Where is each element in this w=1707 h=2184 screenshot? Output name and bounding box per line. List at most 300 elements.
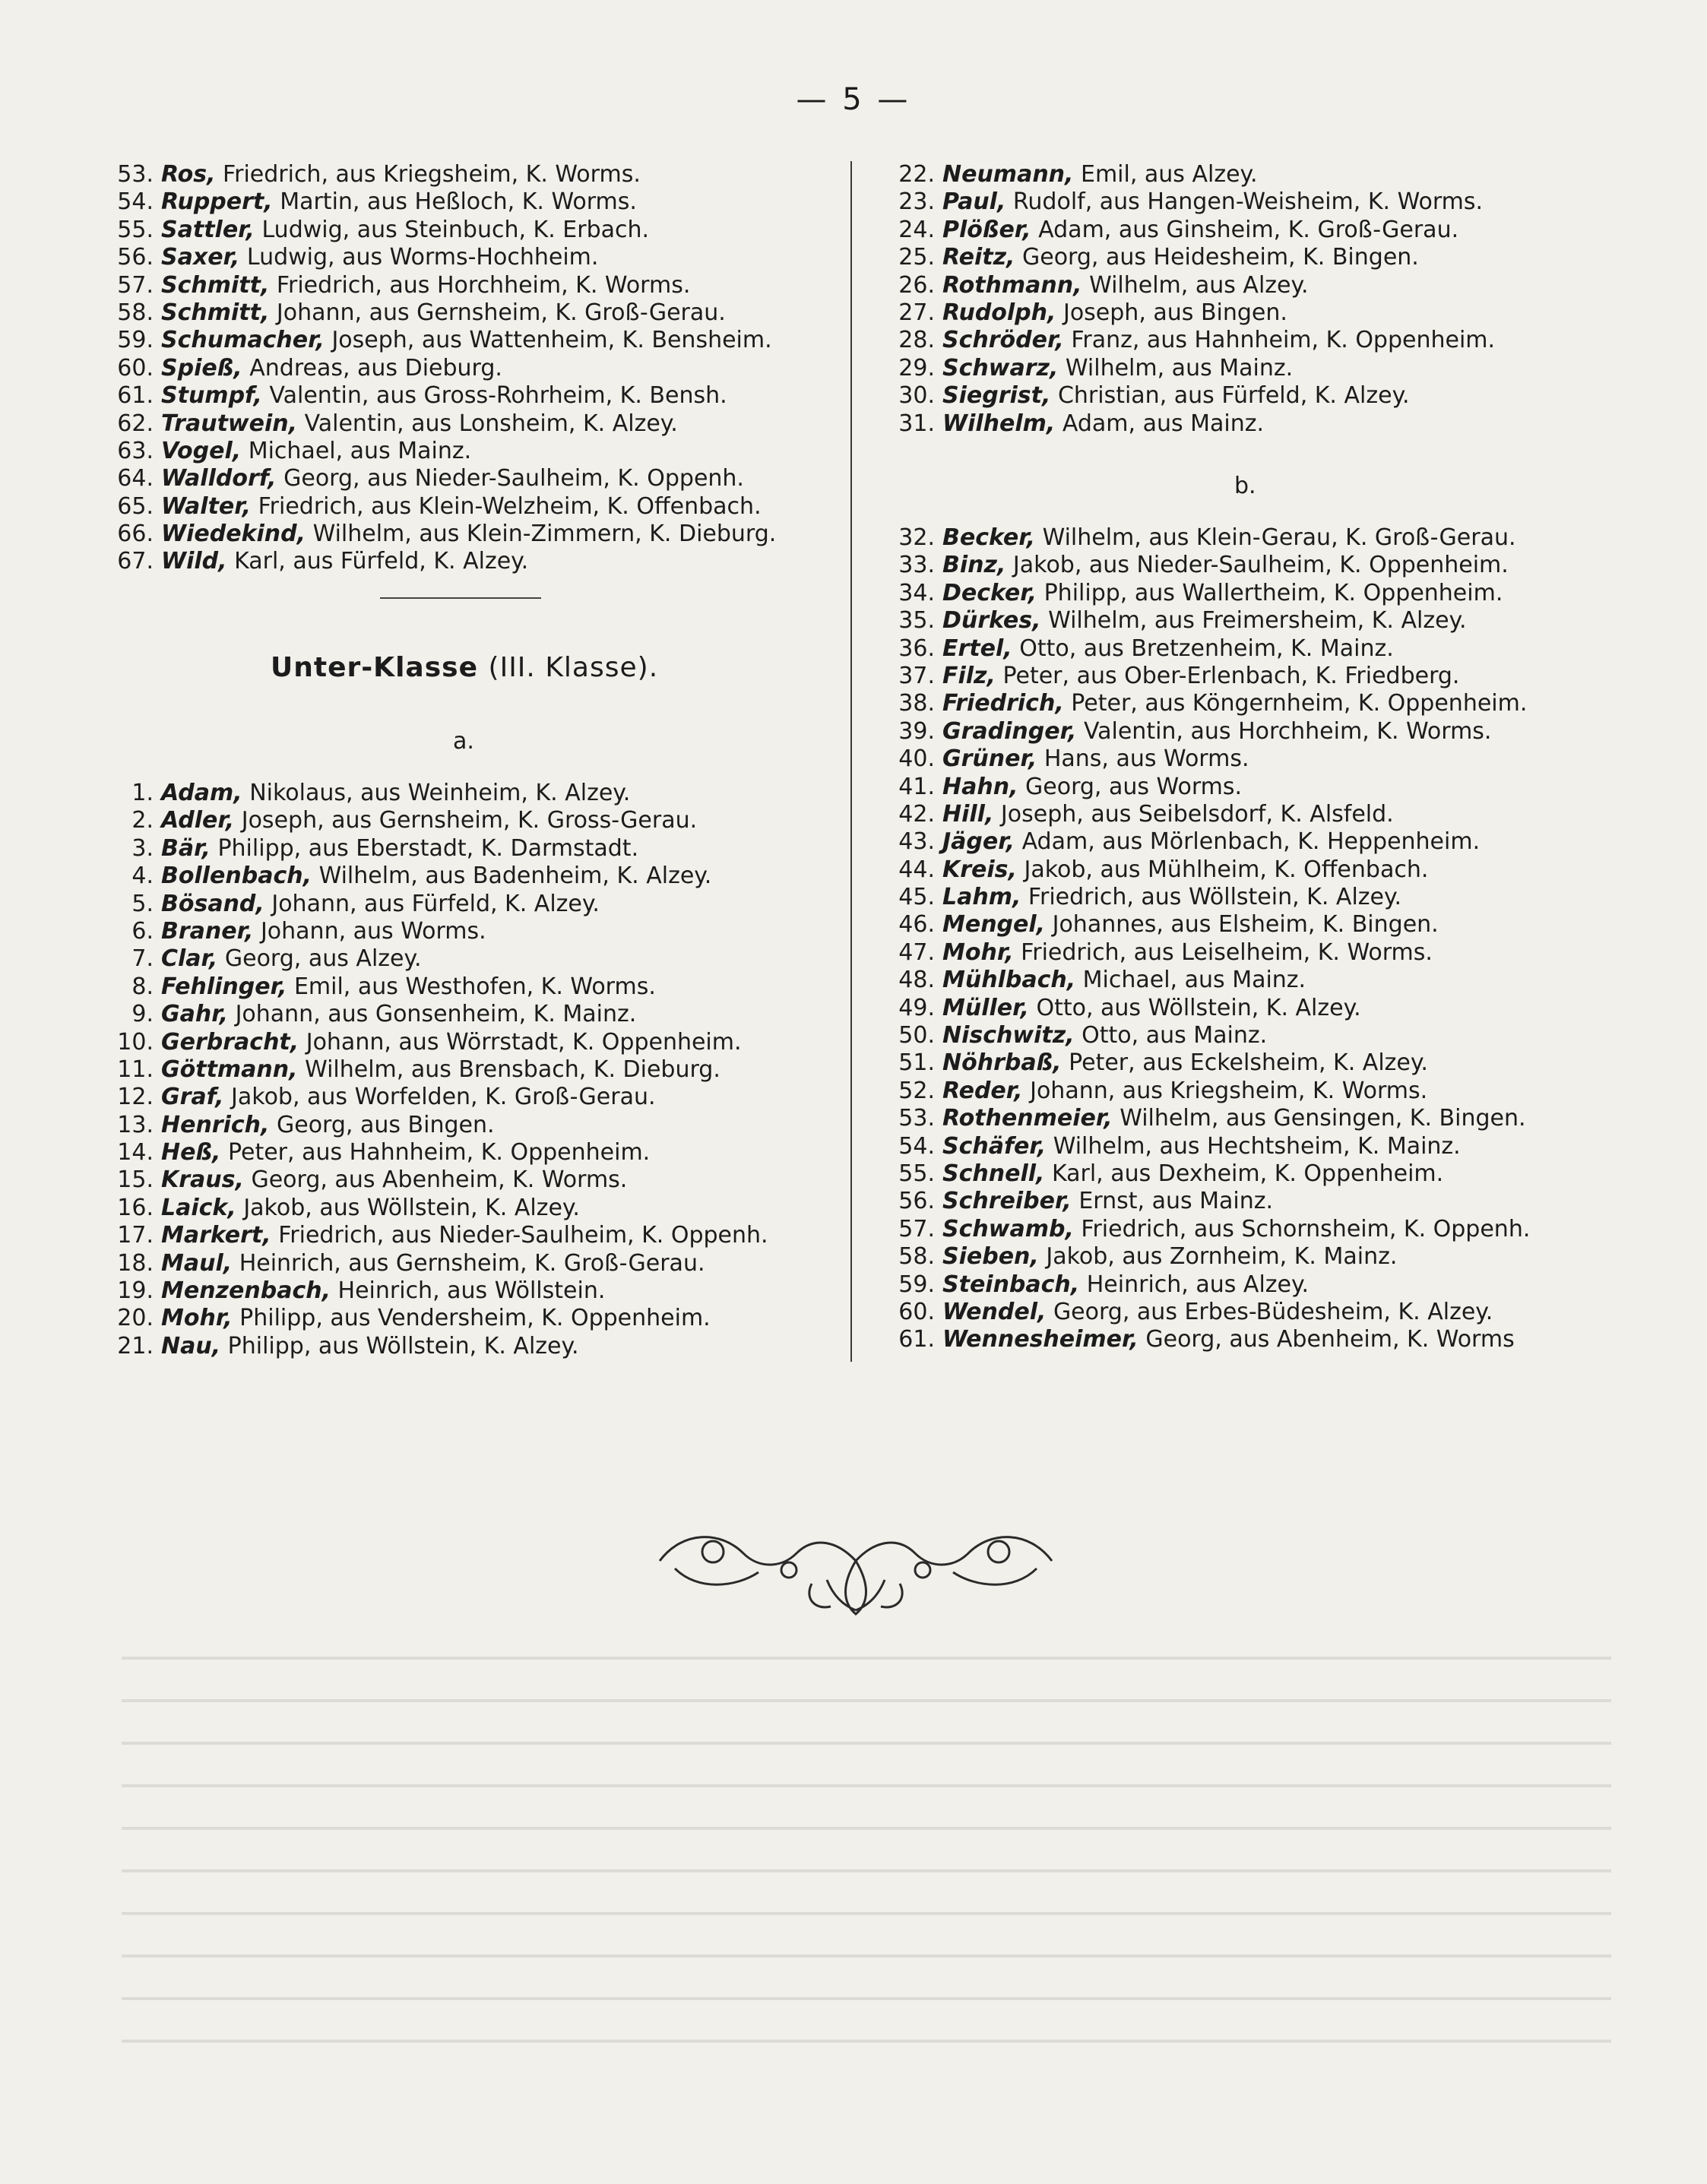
entry-number: 28. xyxy=(898,327,935,354)
entry-number: 60. xyxy=(117,354,154,381)
entry-number: 34. xyxy=(898,579,935,606)
entry-surname: Braner, xyxy=(161,917,254,945)
entry-number: 65. xyxy=(117,492,154,520)
entry-details: Philipp, aus Wallertheim, K. Oppenheim. xyxy=(1044,579,1503,606)
entry-details: Peter, aus Hahnheim, K. Oppenheim. xyxy=(227,1139,651,1166)
entry-details: Georg, aus Worms. xyxy=(1025,773,1243,800)
entry-number: 46. xyxy=(898,911,935,938)
show-through-texture xyxy=(122,1657,1611,2113)
entry-details: Johann, aus Kriegsheim, K. Worms. xyxy=(1030,1077,1428,1104)
entry-number: 24. xyxy=(898,216,935,243)
entry-details: Friedrich, aus Leiselheim, K. Worms. xyxy=(1021,938,1433,966)
entry-surname: Lahm, xyxy=(942,884,1021,911)
entry-surname: Schmitt, xyxy=(161,299,270,326)
entry-details: Friedrich, aus Klein-Welzheim, K. Offenbach. xyxy=(258,492,762,520)
list-item xyxy=(888,828,1617,856)
list-item xyxy=(106,548,866,575)
entry-number: 55. xyxy=(898,1160,935,1187)
entry-surname: Hahn, xyxy=(942,773,1018,800)
entry-number: 36. xyxy=(898,635,935,662)
list-item xyxy=(888,1216,1617,1243)
entry-number: 43. xyxy=(898,828,935,856)
entry-number: 45. xyxy=(898,884,935,911)
entry-number: 59. xyxy=(117,327,154,354)
entry-surname: Markert, xyxy=(161,1222,271,1249)
entry-surname: Gahr, xyxy=(161,1001,229,1028)
list-item xyxy=(888,188,1617,216)
entry-number: 25. xyxy=(898,244,935,271)
list-item xyxy=(106,973,866,1001)
entry-surname: Ertel, xyxy=(942,635,1012,662)
entry-number: 53. xyxy=(117,161,154,188)
entry-number: 4. xyxy=(131,863,154,890)
list-item xyxy=(106,945,866,973)
entry-details: Ludwig, aus Worms-Hochheim. xyxy=(246,244,599,271)
entry-details: Georg, aus Alzey. xyxy=(224,945,422,973)
entry-number: 6. xyxy=(131,917,154,945)
entry-details: Wilhelm, aus Brensbach, K. Dieburg. xyxy=(305,1056,720,1083)
entry-number: 3. xyxy=(131,834,154,862)
entry-details: Karl, aus Dexheim, K. Oppenheim. xyxy=(1051,1160,1444,1187)
entry-surname: Sattler, xyxy=(161,216,255,243)
list-item xyxy=(106,1001,866,1028)
entry-details: Philipp, aus Vendersheim, K. Oppenheim. xyxy=(239,1305,711,1332)
entry-surname: Schwarz, xyxy=(942,354,1059,381)
entry-number: 38. xyxy=(898,690,935,717)
entry-surname: Mengel, xyxy=(942,911,1046,938)
list-item xyxy=(888,995,1617,1022)
class-b-list xyxy=(888,524,1617,1354)
entry-number: 56. xyxy=(117,244,154,271)
list-item xyxy=(888,911,1617,938)
entry-details: Jakob, aus Worfelden, K. Groß-Gerau. xyxy=(231,1084,656,1111)
list-item xyxy=(888,718,1617,745)
entry-number: 66. xyxy=(117,521,154,548)
entry-surname: Bär, xyxy=(161,834,211,862)
entry-number: 53. xyxy=(898,1105,935,1132)
list-item xyxy=(888,967,1617,994)
entry-details: Peter, aus Ober-Erlenbach, K. Friedberg. xyxy=(1002,662,1460,689)
list-item xyxy=(106,1250,866,1277)
entry-surname: Schmitt, xyxy=(161,271,270,299)
entry-number: 54. xyxy=(117,188,154,216)
entry-number: 2. xyxy=(131,807,154,834)
section-title: Unter-Klasse xyxy=(271,652,478,683)
entry-details: Adam, aus Mainz. xyxy=(1062,410,1265,437)
list-item xyxy=(888,272,1617,299)
entry-details: Rudolf, aus Hangen-Weisheim, K. Worms. xyxy=(1012,188,1484,216)
entry-surname: Mohr, xyxy=(161,1305,233,1332)
entry-details: Johann, aus Wörrstadt, K. Oppenheim. xyxy=(306,1028,742,1056)
entry-surname: Schäfer, xyxy=(942,1132,1047,1160)
entry-details: Wilhelm, aus Freimersheim, K. Alzey. xyxy=(1048,607,1467,635)
entry-details: Valentin, aus Lonsheim, K. Alzey. xyxy=(304,410,678,437)
list-item xyxy=(106,299,866,327)
entry-surname: Rothmann, xyxy=(942,271,1082,299)
entry-details: Jakob, aus Zornheim, K. Mainz. xyxy=(1046,1243,1398,1271)
entry-surname: Plößer, xyxy=(942,216,1031,243)
subsection-a-label: a. xyxy=(453,728,474,755)
entry-details: Otto, aus Wöllstein, K. Alzey. xyxy=(1036,994,1361,1021)
entry-number: 54. xyxy=(898,1132,935,1160)
entry-details: Friedrich, aus Wöllstein, K. Alzey. xyxy=(1028,884,1401,911)
entry-details: Wilhelm, aus Gensingen, K. Bingen. xyxy=(1120,1105,1526,1132)
list-item xyxy=(106,493,866,521)
entry-number: 14. xyxy=(117,1139,154,1166)
list-item xyxy=(888,1160,1617,1188)
entry-surname: Becker, xyxy=(942,524,1036,551)
entry-number: 62. xyxy=(117,410,154,437)
list-item xyxy=(106,355,866,382)
subsection-b-label: b. xyxy=(1234,473,1256,499)
list-item xyxy=(106,780,866,807)
entry-surname: Wild, xyxy=(161,548,227,575)
entry-details: Otto, aus Mainz. xyxy=(1082,1022,1268,1049)
entry-surname: Reder, xyxy=(942,1077,1023,1104)
entry-number: 16. xyxy=(117,1194,154,1221)
entry-number: 48. xyxy=(898,967,935,994)
entry-surname: Binz, xyxy=(942,552,1006,579)
list-item xyxy=(888,745,1617,773)
entry-details: Michael, aus Mainz. xyxy=(248,437,472,464)
entry-details: Johann, aus Gonsenheim, K. Mainz. xyxy=(235,1001,637,1028)
list-item xyxy=(106,1222,866,1249)
entry-number: 23. xyxy=(898,188,935,216)
list-item xyxy=(888,382,1617,410)
entry-details: Franz, aus Hahnheim, K. Oppenheim. xyxy=(1071,327,1496,354)
list-item xyxy=(106,891,866,918)
list-item xyxy=(888,299,1617,327)
list-item xyxy=(888,1133,1617,1160)
entry-details: Michael, aus Mainz. xyxy=(1082,967,1306,994)
entry-surname: Heß, xyxy=(161,1139,221,1166)
entry-details: Jakob, aus Nieder-Saulheim, K. Oppenheim. xyxy=(1012,552,1509,579)
entry-number: 10. xyxy=(117,1028,154,1056)
list-item xyxy=(106,217,866,244)
list-item xyxy=(106,410,866,438)
entry-details: Jakob, aus Wöllstein, K. Alzey. xyxy=(243,1194,580,1221)
list-item xyxy=(106,1166,866,1194)
entry-surname: Steinbach, xyxy=(942,1271,1080,1298)
entry-details: Heinrich, aus Wöllstein. xyxy=(337,1277,606,1305)
list-item xyxy=(106,438,866,465)
entry-surname: Mohr, xyxy=(942,938,1014,966)
entry-number: 15. xyxy=(117,1166,154,1194)
entry-surname: Sieben, xyxy=(942,1243,1039,1271)
entry-number: 61. xyxy=(117,382,154,410)
entry-surname: Henrich, xyxy=(161,1111,270,1138)
entry-number: 40. xyxy=(898,745,935,773)
list-item xyxy=(106,863,866,890)
entry-number: 17. xyxy=(117,1222,154,1249)
entry-details: Nikolaus, aus Weinheim, K. Alzey. xyxy=(249,780,631,806)
entry-details: Joseph, aus Seibelsdorf, K. Alsfeld. xyxy=(1000,800,1394,828)
entry-number: 50. xyxy=(898,1022,935,1049)
entry-number: 11. xyxy=(117,1056,154,1083)
entry-details: Heinrich, aus Gernsheim, K. Groß-Gerau. xyxy=(239,1249,705,1277)
entry-surname: Kraus, xyxy=(161,1166,244,1194)
list-item xyxy=(888,690,1617,717)
list-item xyxy=(106,918,866,945)
list-item xyxy=(106,835,866,863)
entry-surname: Spieß, xyxy=(161,354,242,381)
entry-surname: Kreis, xyxy=(942,856,1017,883)
entry-details: Karl, aus Fürfeld, K. Alzey. xyxy=(234,548,529,575)
entry-details: Wilhelm, aus Klein-Zimmern, K. Dieburg. xyxy=(312,521,777,548)
list-item xyxy=(888,607,1617,635)
entry-surname: Nöhrbaß, xyxy=(942,1049,1062,1077)
entry-number: 64. xyxy=(117,465,154,492)
entry-surname: Rothenmeier, xyxy=(942,1105,1113,1132)
entry-details: Valentin, aus Horchheim, K. Worms. xyxy=(1083,717,1492,745)
section-divider xyxy=(380,597,541,599)
entry-number: 33. xyxy=(898,552,935,579)
list-item xyxy=(106,1277,866,1305)
entry-details: Adam, aus Mörlenbach, K. Heppenheim. xyxy=(1021,828,1481,856)
page-number: — 5 — xyxy=(796,82,911,117)
entry-surname: Wendel, xyxy=(942,1298,1047,1325)
list-item xyxy=(888,1105,1617,1132)
entry-number: 19. xyxy=(117,1277,154,1305)
entry-surname: Nischwitz, xyxy=(942,1022,1075,1049)
entry-surname: Schwamb, xyxy=(942,1215,1074,1242)
entry-number: 9. xyxy=(131,1001,154,1028)
entry-number: 22. xyxy=(898,161,935,188)
list-item xyxy=(106,188,866,216)
list-item xyxy=(888,1188,1617,1215)
entry-number: 59. xyxy=(898,1271,935,1298)
entry-number: 61. xyxy=(898,1326,935,1353)
list-item xyxy=(106,382,866,410)
right-upper-list xyxy=(888,161,1617,438)
section-heading xyxy=(271,652,658,683)
entry-surname: Wiedekind, xyxy=(161,521,306,548)
list-item xyxy=(888,801,1617,828)
list-item xyxy=(106,807,866,834)
entry-surname: Schreiber, xyxy=(942,1188,1072,1215)
entry-details: Heinrich, aus Alzey. xyxy=(1086,1271,1310,1298)
entry-number: 27. xyxy=(898,299,935,326)
entry-details: Wilhelm, aus Badenheim, K. Alzey. xyxy=(318,863,712,890)
entry-details: Friedrich, aus Kriegsheim, K. Worms. xyxy=(223,161,641,188)
entry-details: Wilhelm, aus Klein-Gerau, K. Groß-Gerau. xyxy=(1042,524,1516,551)
entry-surname: Vogel, xyxy=(161,437,242,464)
entry-number: 13. xyxy=(117,1111,154,1138)
list-item xyxy=(888,161,1617,188)
list-item xyxy=(106,1056,866,1084)
entry-surname: Jäger, xyxy=(942,828,1015,856)
list-item xyxy=(888,327,1617,354)
entry-surname: Gerbracht, xyxy=(161,1028,299,1056)
list-item xyxy=(106,1112,866,1139)
entry-number: 32. xyxy=(898,524,935,551)
entry-details: Peter, aus Eckelsheim, K. Alzey. xyxy=(1069,1049,1428,1077)
entry-details: Georg, aus Erbes-Büdesheim, K. Alzey. xyxy=(1053,1298,1493,1325)
entry-details: Hans, aus Worms. xyxy=(1044,745,1249,773)
entry-details: Martin, aus Heßloch, K. Worms. xyxy=(280,188,637,216)
entry-details: Jakob, aus Mühlheim, K. Offenbach. xyxy=(1024,856,1429,883)
entry-surname: Menzenbach, xyxy=(161,1277,331,1305)
list-item xyxy=(106,521,866,548)
list-item xyxy=(888,1243,1617,1271)
list-item xyxy=(888,410,1617,438)
entry-details: Georg, aus Nieder-Saulheim, K. Oppenh. xyxy=(283,465,744,492)
entry-details: Georg, aus Abenheim, K. Worms. xyxy=(251,1166,628,1194)
floral-vignette-icon xyxy=(652,1515,1059,1622)
list-item xyxy=(888,663,1617,690)
entry-details: Georg, aus Abenheim, K. Worms xyxy=(1145,1326,1515,1353)
entry-details: Otto, aus Bretzenheim, K. Mainz. xyxy=(1019,635,1394,662)
entry-surname: Ros, xyxy=(161,161,216,188)
list-item xyxy=(888,1078,1617,1105)
list-item xyxy=(106,465,866,492)
entry-number: 12. xyxy=(117,1084,154,1111)
list-item xyxy=(106,327,866,354)
entry-surname: Schröder, xyxy=(942,327,1064,354)
entry-number: 56. xyxy=(898,1188,935,1215)
entry-surname: Saxer, xyxy=(161,244,240,271)
entry-surname: Adler, xyxy=(161,807,235,834)
list-item xyxy=(888,524,1617,552)
entry-surname: Graf, xyxy=(161,1084,224,1111)
entry-number: 42. xyxy=(898,800,935,828)
section-title-suffix: (III. Klasse). xyxy=(488,652,659,683)
left-upper-list xyxy=(106,161,866,576)
entry-surname: Wilhelm, xyxy=(942,410,1056,437)
entry-number: 44. xyxy=(898,856,935,883)
entry-details: Friedrich, aus Schornsheim, K. Oppenh. xyxy=(1081,1215,1531,1242)
entry-number: 41. xyxy=(898,773,935,800)
entry-number: 18. xyxy=(117,1249,154,1277)
entry-number: 31. xyxy=(898,410,935,437)
entry-details: Christian, aus Fürfeld, K. Alzey. xyxy=(1057,382,1410,410)
entry-details: Wilhelm, aus Alzey. xyxy=(1089,271,1309,299)
list-item xyxy=(888,856,1617,884)
entry-details: Ernst, aus Mainz. xyxy=(1078,1188,1274,1215)
entry-number: 8. xyxy=(131,973,154,1000)
entry-details: Johann, aus Worms. xyxy=(260,917,486,945)
list-item xyxy=(888,355,1617,382)
entry-surname: Schnell, xyxy=(942,1160,1045,1187)
entry-surname: Grüner, xyxy=(942,745,1037,773)
entry-details: Emil, aus Westhofen, K. Worms. xyxy=(293,973,656,1000)
entry-surname: Siegrist, xyxy=(942,382,1051,410)
entry-number: 58. xyxy=(117,299,154,326)
entry-surname: Adam, xyxy=(161,780,242,806)
entry-details: Philipp, aus Wöllstein, K. Alzey. xyxy=(227,1332,579,1359)
entry-surname: Ruppert, xyxy=(161,188,273,216)
list-item xyxy=(888,635,1617,663)
entry-number: 26. xyxy=(898,271,935,299)
entry-details: Georg, aus Heidesheim, K. Bingen. xyxy=(1021,244,1419,271)
entry-number: 49. xyxy=(898,994,935,1021)
entry-number: 47. xyxy=(898,938,935,966)
entry-number: 37. xyxy=(898,662,935,689)
entry-number: 51. xyxy=(898,1049,935,1077)
entry-details: Philipp, aus Eberstadt, K. Darmstadt. xyxy=(217,834,639,862)
list-item xyxy=(888,939,1617,967)
list-item xyxy=(106,161,866,188)
list-item xyxy=(106,1195,866,1222)
list-item xyxy=(888,552,1617,579)
list-item xyxy=(106,1084,866,1111)
list-item xyxy=(888,217,1617,244)
entry-details: Andreas, aus Dieburg. xyxy=(249,354,502,381)
list-item xyxy=(106,1029,866,1056)
entry-surname: Dürkes, xyxy=(942,607,1041,635)
list-item xyxy=(888,244,1617,271)
entry-number: 5. xyxy=(131,890,154,917)
entry-surname: Paul, xyxy=(942,188,1006,216)
entry-number: 63. xyxy=(117,437,154,464)
list-item xyxy=(888,774,1617,801)
list-item xyxy=(106,1139,866,1166)
entry-number: 7. xyxy=(131,945,154,973)
entry-number: 35. xyxy=(898,607,935,635)
entry-number: 20. xyxy=(117,1305,154,1332)
entry-surname: Gradinger, xyxy=(942,717,1077,745)
entry-surname: Trautwein, xyxy=(161,410,298,437)
entry-number: 29. xyxy=(898,354,935,381)
list-item xyxy=(888,884,1617,911)
entry-details: Adam, aus Ginsheim, K. Groß-Gerau. xyxy=(1038,216,1459,243)
entry-surname: Rudolph, xyxy=(942,299,1056,326)
entry-details: Joseph, aus Gernsheim, K. Gross-Gerau. xyxy=(241,807,698,834)
list-item xyxy=(106,1333,866,1360)
entry-surname: Nau, xyxy=(161,1332,221,1359)
list-item xyxy=(106,244,866,271)
entry-surname: Friedrich, xyxy=(942,690,1064,717)
entry-surname: Walldorf, xyxy=(161,465,277,492)
entry-details: Valentin, aus Gross-Rohrheim, K. Bensh. xyxy=(269,382,727,410)
entry-number: 57. xyxy=(898,1215,935,1242)
entry-details: Georg, aus Bingen. xyxy=(276,1111,495,1138)
entry-details: Johann, aus Fürfeld, K. Alzey. xyxy=(271,890,600,917)
list-item xyxy=(106,1305,866,1332)
entry-surname: Wennesheimer, xyxy=(942,1326,1139,1353)
list-item xyxy=(888,1049,1617,1077)
entry-details: Johannes, aus Elsheim, K. Bingen. xyxy=(1052,911,1439,938)
entry-number: 58. xyxy=(898,1243,935,1271)
entry-surname: Filz, xyxy=(942,662,996,689)
entry-surname: Bollenbach, xyxy=(161,863,312,890)
entry-surname: Müller, xyxy=(942,994,1029,1021)
entry-number: 30. xyxy=(898,382,935,410)
entry-number: 60. xyxy=(898,1298,935,1325)
entry-number: 55. xyxy=(117,216,154,243)
entry-number: 67. xyxy=(117,548,154,575)
entry-number: 1. xyxy=(131,780,154,806)
entry-surname: Stumpf, xyxy=(161,382,262,410)
entry-details: Wilhelm, aus Hechtsheim, K. Mainz. xyxy=(1053,1132,1461,1160)
list-item xyxy=(888,1299,1617,1326)
entry-surname: Fehlinger, xyxy=(161,973,287,1000)
entry-number: 21. xyxy=(117,1332,154,1359)
entry-number: 39. xyxy=(898,717,935,745)
entry-details: Joseph, aus Wattenheim, K. Bensheim. xyxy=(331,327,772,354)
entry-surname: Walter, xyxy=(161,492,252,520)
entry-surname: Bösand, xyxy=(161,890,264,917)
entry-details: Wilhelm, aus Mainz. xyxy=(1065,354,1294,381)
entry-details: Johann, aus Gernsheim, K. Groß-Gerau. xyxy=(276,299,726,326)
list-item xyxy=(888,580,1617,607)
entry-surname: Decker, xyxy=(942,579,1037,606)
list-item xyxy=(106,272,866,299)
list-item xyxy=(888,1022,1617,1049)
list-item xyxy=(888,1326,1617,1353)
entry-surname: Göttmann, xyxy=(161,1056,298,1083)
entry-number: 57. xyxy=(117,271,154,299)
